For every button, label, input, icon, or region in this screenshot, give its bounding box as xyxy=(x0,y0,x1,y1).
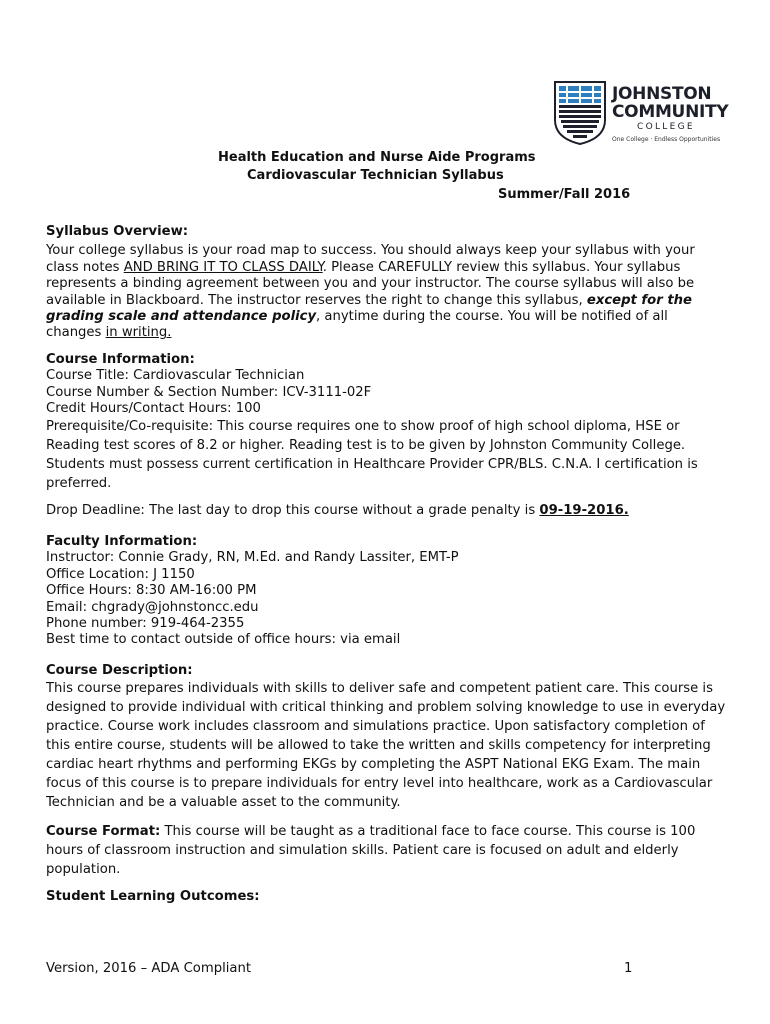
overview-paragraph xyxy=(46,243,726,341)
best-contact-time: Best time to contact outside of office hours: via email xyxy=(46,632,401,648)
course-syllabus-heading: Cardiovascular Technician Syllabus xyxy=(247,168,504,183)
instructor: Instructor: Connie Grady, RN, M.Ed. and Randy Lassiter, EMT-P xyxy=(46,550,459,566)
course-info-title: Course Information: xyxy=(46,351,195,367)
prerequisite: Prerequisite/Co-requisite: This course requires one to show proof of high school diploma, HSE or Reading test scores of 8.2 or higher. Reading test is to be given by Johnston Community College. Students must possess current certification in Healthcare Provider CPR/BLS. C.N.A. I certification is preferred. xyxy=(46,419,698,492)
logo-line-community: COMMUNITY xyxy=(612,102,729,122)
footer-version: Version, 2016 – ADA Compliant xyxy=(46,961,252,976)
overview-in-writing: in writing. xyxy=(105,325,172,341)
format-title: Course Format: xyxy=(46,824,161,840)
logo-line-college: COLLEGE xyxy=(637,122,695,132)
office-hours: Office Hours: 8:30 AM-16:00 PM xyxy=(46,583,257,599)
faculty-title: Faculty Information: xyxy=(46,533,198,549)
drop-deadline-text: Drop Deadline: The last day to drop this course without a grade penalty is xyxy=(46,503,540,519)
drop-deadline-date: 09-19-2016. xyxy=(539,503,629,519)
syllabus-body xyxy=(46,224,726,906)
logo-line-johnston: JOHNSTON xyxy=(612,84,712,104)
overview-text-5: , anytime during the course. You will be notified of all changes xyxy=(46,309,668,341)
overview-text-1: Your college syllabus is your road map to success. You should always keep your syllabus with your class notes xyxy=(46,243,695,275)
overview-title: Syllabus Overview: xyxy=(46,224,189,239)
college-seal-icon xyxy=(553,80,607,146)
drop-deadline xyxy=(46,503,726,519)
overview-bring-to-class: AND BRING IT TO CLASS DAILY xyxy=(123,259,323,275)
overview-exception: except for the grading scale and attendance policy xyxy=(46,292,692,325)
office-location: Office Location: J 1150 xyxy=(46,566,195,582)
description-title: Course Description: xyxy=(46,662,193,678)
credit-hours: Credit Hours/Contact Hours: 100 xyxy=(46,401,261,417)
logo-tagline: One College · Endless Opportunities xyxy=(612,136,721,143)
phone-number: Phone number: 919-464-2355 xyxy=(46,615,245,631)
overview-text-3: . Please CAREFULLY review this syllabus. Your syllabus represents a binding agreement between you and your instructor. The course syllabus will also be available in Blackboard. The instructor reserves the right to change this syllabus, xyxy=(46,259,695,308)
description-text: This course prepares individuals with skills to deliver safe and competent patient care. This course is designed to provide individual with critical thinking and problem solving knowledge to use in everyday practice. Course work includes classroom and simulations practice. Upon satisfactory completion of this entire course, students will be allowed to take the written and skills competency for interpreting cardiac heart rhythms and performing EKGs by completing the ASPT National EKG Exam. The main focus of this course is to prepare individuals for entry level into healthcare, work as a Cardiovascular Technician and be a valuable asset to the community. xyxy=(46,681,726,811)
college-logo xyxy=(553,80,733,146)
course-title: Course Title: Cardiovascular Technician xyxy=(46,368,305,384)
page-number: 1 xyxy=(624,961,633,976)
course-number: Course Number & Section Number: ICV-3111-02F xyxy=(46,384,372,400)
format-text: This course will be taught as a traditional face to face course. This course is 100 hours of classroom instruction and simulation skills. Patient care is focused on adult and elderly population. xyxy=(46,824,696,878)
course-format xyxy=(46,822,726,879)
learning-outcomes-title: Student Learning Outcomes: xyxy=(46,889,260,905)
program-heading: Health Education and Nurse Aide Programs xyxy=(218,150,536,165)
email: Email: chgrady@johnstoncc.edu xyxy=(46,599,259,615)
term-heading: Summer/Fall 2016 xyxy=(498,187,631,202)
